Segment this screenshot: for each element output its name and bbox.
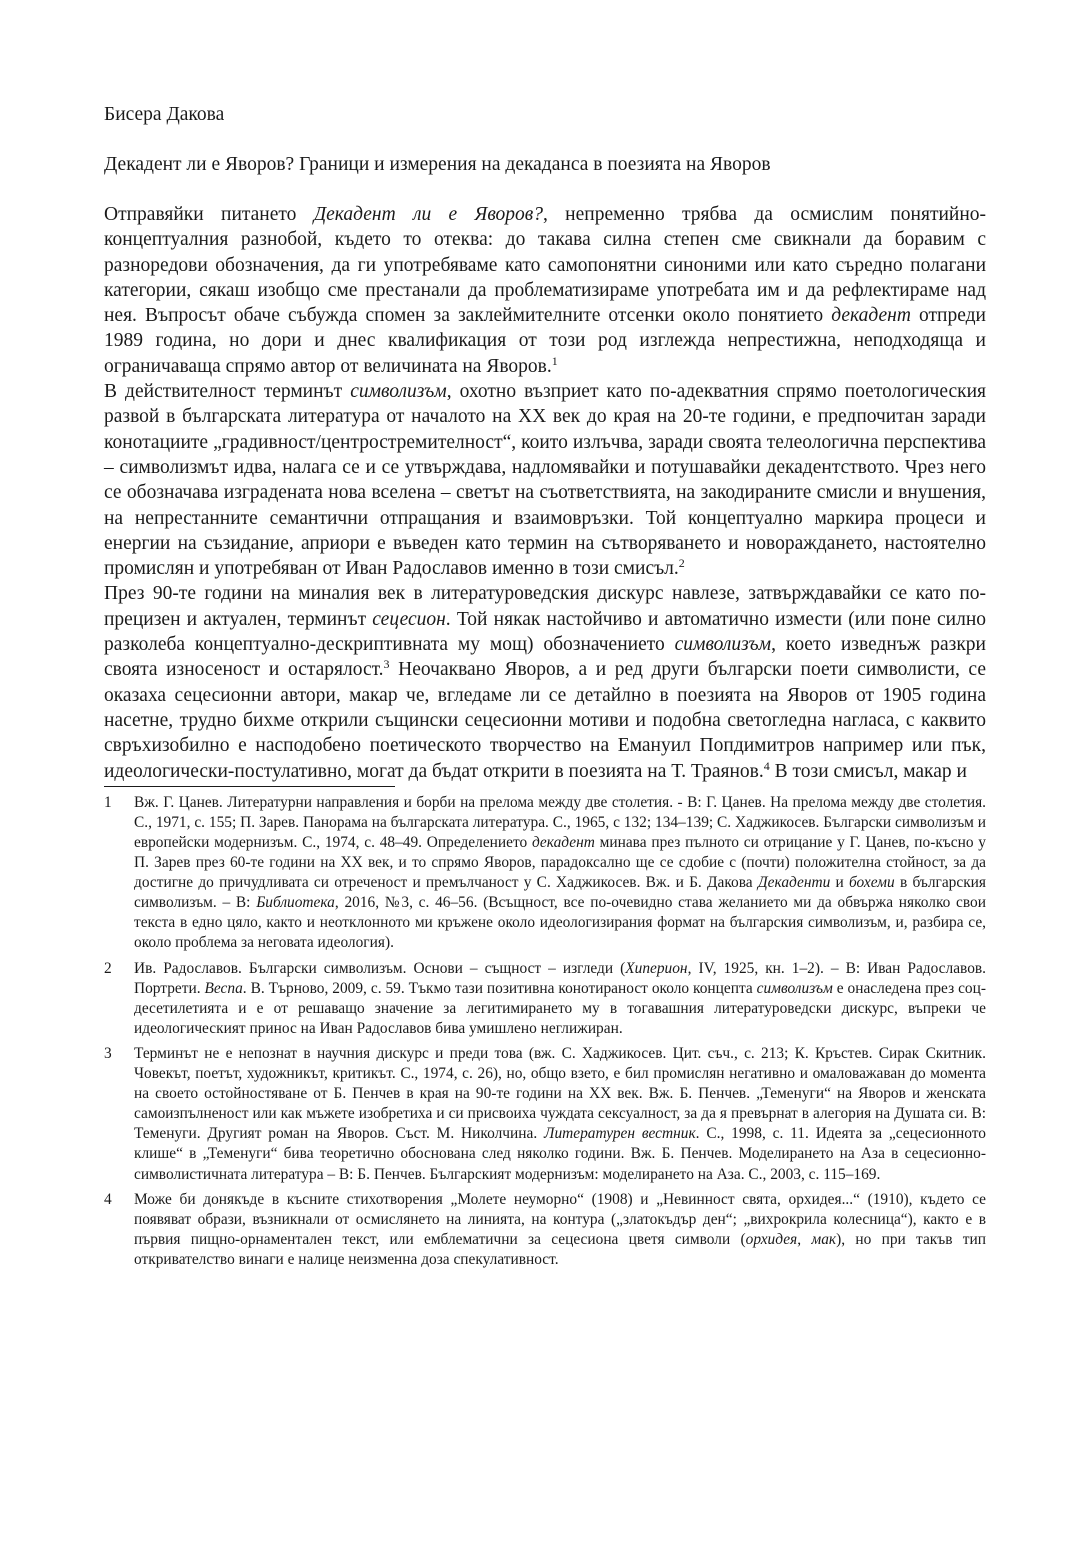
article-body bbox=[104, 202, 986, 784]
footnote-separator bbox=[104, 786, 395, 787]
footnote-number: 4 bbox=[104, 1190, 112, 1208]
footnote-1 bbox=[104, 793, 986, 954]
paragraph-1: Отправяйки питането Декадент ли е Яворов?, непременно трябва да осмислим понятийно-концептуалния разнобой, където то отеква: до такава силна степен сме свикнали да боравим с разноредови обозначения, да ги употребяваме като самопонятни синоними или като съредно полагани категории, сякаш изобщо сме престанали да проблематизираме употребата им и да рефлектираме над нея. Въпросът обаче събужда спомен за заклеймителните отсенки около понятието декадент отпреди 1989 година, но дори и днес квалификация от този род изглежда непрестижна, неподходяща и ограничаваща спрямо автор от величината на Яворов.$^1$ bbox=[104, 204, 987, 377]
footnotes bbox=[104, 793, 986, 1270]
footnote-ref-2[interactable]: 2 bbox=[678, 556, 685, 571]
author-name: Бисера Дакова bbox=[104, 104, 225, 125]
footnote-ref-4[interactable]: 4 bbox=[763, 758, 770, 773]
footnote-3 bbox=[104, 1044, 986, 1185]
footnote-4 bbox=[104, 1190, 986, 1270]
footnote-2 bbox=[104, 959, 986, 1039]
footnote-text: Терминът не е непознат в научния дискурс и преди това (вж. С. Хаджикосев. Цит. съч., с. 213; К. Кръстев. Сирак Скитник. Човекът, поетът, художникът, критикът. С., 1974, с. 26), но, общо взето, е бил промислян негативно и омаловажаван до момента на своето остойностяване от Б. Пенчев в края на 90-те години на XX век. Вж. Б. Пенчев. „Теменуги“ на Яворов и женската самоизпълненост или как мъжете изобретиха и си присвоиха чуждата сексуалност, за да я превърнат в алегория на Душата си. В: Теменуги. Другият роман на Яворов. Съст. М. Николчина. Литературен вестник. С., 1998, с. 11. Идеята за „сецесионното клише“ в „Теменуги“ бива теоретично обоснована след няколко години. Вж. Б. Пенчев. Моделирането на Аза в сецесионно-символистичната литература – В: Б. Пенчев. Българският модернизъм: моделирането на Аза. С., 2003, с. 115–169. bbox=[134, 1044, 987, 1183]
paragraph-3: През 90-те години на миналия век в литературоведския дискурс навлезе, затвърждавайки се като по-прецизен и актуален, терминът сецесион. Той някак настойчиво и автоматично измести (или поне силно разколеба концептуално-дескриптивната му мощ) обозначението символизъм, което изведнъж разкри своята износеност и остарялост.$^3$ Неочаквано Яворов, а и ред други български поети символисти, се оказаха сецесионни автори, макар че, вгледаме ли се детайлно в поезията на Яворов от 1905 година насетне, трудно бихме открили същински сецесионни мотиви и подобна светогледна нагласа, с каквито свръхизобилно е насподобено поетическото творчество на Емануил Попдимитров например или пък, идеологически-постулативно, могат да бъдат открити в поезията на Т. Траянов.$^4$ В този смисъл, макар и bbox=[104, 583, 987, 782]
footnote-text: Може би донякъде в късните стихотворения „Молете неуморно“ (1908) и „Невинност свята, орхидея...“ (1910), където се появяват образи, възникнали от осмислянето на линията, на контура („златокъдър ден“; „вихрокрила колесница“), както е в първия пищно-орнаментален текст, или емблематични за сецесиона цветя символи (орхидея, мак), но при такъв тип откривателство винаги е налице неизменна доза спекулативност. bbox=[134, 1190, 986, 1268]
paragraph-2: В действителност терминът символизъм, охотно възприет като по-адекватния спрямо поетологическия развой в българската литература от началото на XX век до края на 20-те години, е предпочитан заради конотациите „градивност/центростремителност“, които излъчва, заради своята телеологична перспектива – символизмът идва, налага се и се утвърждава, надломявайки и потушавайки декадентството. Чрез него се обозначава изградената нова вселена – светът на съответствията, на закодираните смисли и внушения, на непрестанните семантични отпращания и взаимовръзки. Той концептуално маркира процеси и енергии на съзидание, априори е въведен като термин на сътворяването и новораждането, настоятелно промислян и употребяван от Иван Радославов именно в този смисъл.$^2$ bbox=[104, 381, 986, 580]
italic-term: декадент bbox=[831, 305, 911, 327]
italic-term: символизъм bbox=[350, 381, 447, 403]
footnote-ref-3[interactable]: 3 bbox=[383, 657, 390, 672]
italic-term: символизъм bbox=[674, 634, 772, 656]
footnote-number: 2 bbox=[104, 959, 112, 977]
italic-term: Декадент ли е Яворов? bbox=[313, 204, 543, 225]
italic-term: сецесион bbox=[372, 608, 446, 630]
article-title: Декадент ли е Яворов? Граници и измерения на декаданса в поезията на Яворов bbox=[104, 154, 771, 175]
footnote-ref-1[interactable]: 1 bbox=[551, 353, 558, 368]
footnote-number: 3 bbox=[104, 1044, 112, 1062]
footnote-text: Вж. Г. Цанев. Литературни направления и борби на прелома между две столетия. - В: Г. Цанев. На прелома между две столетия. С., 1971, с. 155; П. Зарев. Панорама на българската литература. С., 1965, с 132; 134–139; С. Хаджикосев. Български символизъм и европейски модернизъм. С., 1974, с. 48–49. Определението декадент минава през пълното си отрицание у Г. Цанев, по-късно у П. Зарев през 60-те години на XX век, и то спрямо Яворов, парадоксално ще се сдобие с (почти) положителна стойност, за да достигне до причудливата си отреченост и премълчаност у С. Хаджикосев. Вж. и Б. Дакова Декаденти и бохеми в българския символизъм. – В: Библиотека, 2016, №3, с. 46–56. (Всъщност, все по-очевидно става желанието ми да обвържа няколко свои текста в едно цяло, както и неотклонното ми кръжене около идеологизирания формат на българския символизъм, и, разбира се, около проблема за неговата идеология). bbox=[134, 793, 987, 952]
footnote-number: 1 bbox=[104, 793, 112, 811]
footnote-text: Ив. Радославов. Български символизъм. Основи – същност – изгледи (Хиперион, IV, 1925, кн. 1–2). – В: Иван Радославов. Портрети. Веспа. В. Търново, 2009, с. 59. Тъкмо тази позитивна конотираност около концепта символизъм е онаследена през соц-десетилетията и е от решаващо значение за легитимирането му в тогавашния литературоведски дискурс, въпреки че идеологическият принос на Иван Радославов бива умишлено неглижиран. bbox=[134, 959, 987, 1037]
document-page bbox=[104, 102, 986, 1275]
